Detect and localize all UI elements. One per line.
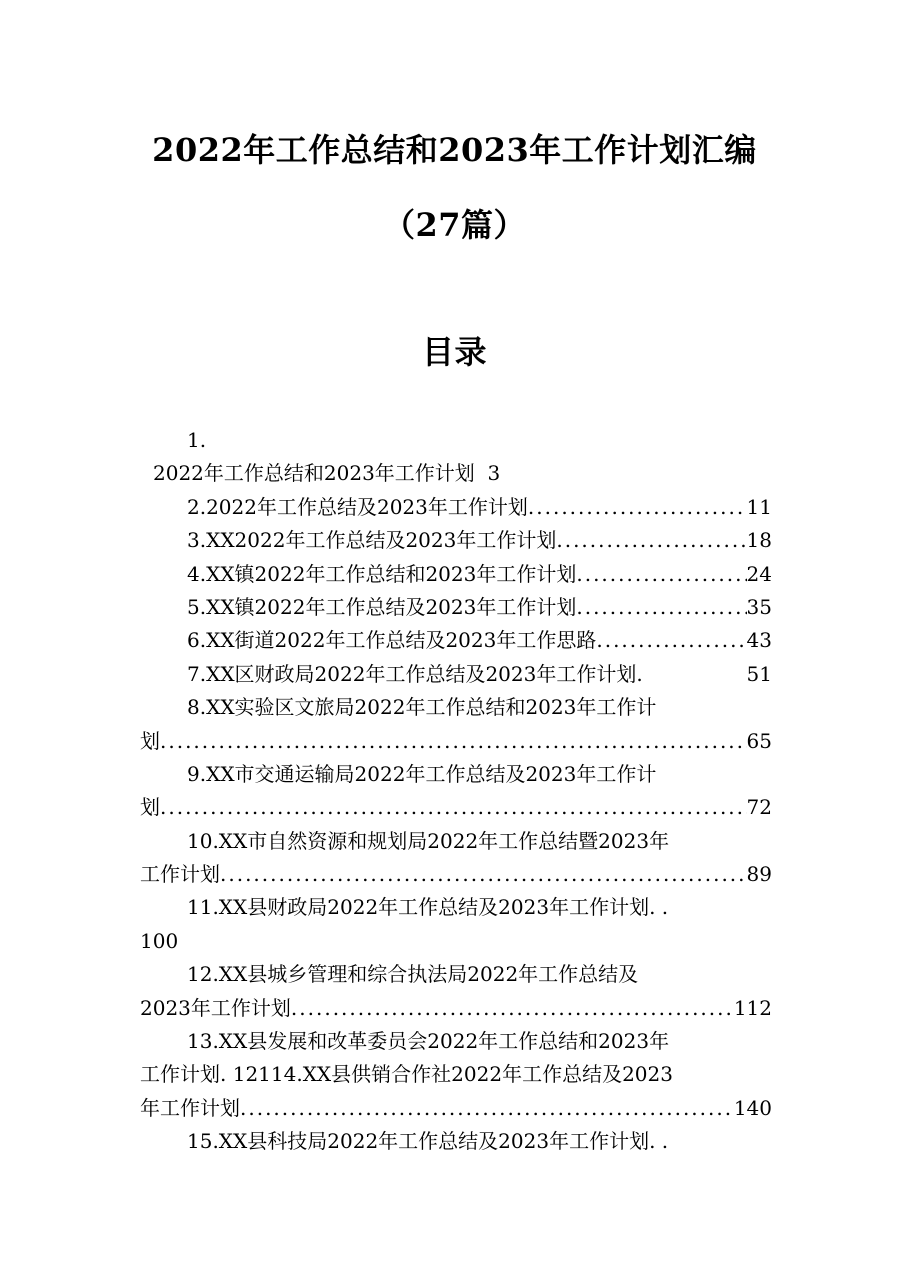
document-subtitle: （27篇）: [382, 206, 527, 244]
toc-entry-1-text: 2022年工作总结和2023年工作计划: [153, 461, 475, 486]
toc-leader-dots: [556, 524, 746, 557]
toc-entry-3-text: 3.XX2022年工作总结及2023年工作计划: [187, 528, 557, 553]
toc-entry-11-line1[interactable]: 11.XX县财政局2022年工作总结及2023年工作计划. .: [187, 895, 669, 920]
toc-entry-9-page: 72: [746, 795, 772, 820]
toc-entry-10-line1[interactable]: 10.XX市自然资源和规划局2022年工作总结暨2023年: [187, 828, 670, 853]
toc-entry-12-page: 112: [733, 995, 772, 1020]
toc-leader-dots: [160, 791, 747, 824]
toc-entry-4[interactable]: [140, 558, 772, 591]
toc-entry-13-line2[interactable]: 工作计划. 12114.XX县供销合作社2022年工作总结及2023: [140, 1062, 673, 1087]
toc-entry-7-text: 7.XX区财政局2022年工作总结及2023年工作计划.: [187, 661, 643, 686]
toc-entry-7-page: 51: [746, 661, 772, 686]
toc-entry-8-line1[interactable]: 8.XX实验区文旅局2022年工作总结和2023年工作计: [187, 695, 657, 720]
toc-entry-10-line2[interactable]: [140, 858, 772, 891]
toc-entry-10-text: 工作计划: [140, 862, 220, 887]
toc-entry-9-text: 划: [140, 795, 160, 820]
toc-entry-12-text: 2023年工作计划: [140, 995, 291, 1020]
toc-entry-8-line2[interactable]: [140, 725, 772, 758]
toc-entry-8-text: 划: [140, 728, 160, 753]
document-title: 2022年工作总结和2023年工作计划汇编: [152, 131, 757, 169]
toc-entry-4-page: 24: [746, 561, 772, 586]
toc-entry-1[interactable]: [140, 457, 772, 490]
toc-entry-5-text: 5.XX镇2022年工作总结及2023年工作计划: [187, 594, 577, 619]
toc-heading: 目录: [421, 333, 487, 371]
toc-entry-2[interactable]: [140, 491, 772, 524]
toc-leader-dots: [240, 1092, 734, 1125]
toc-entry-9-line2[interactable]: [140, 791, 772, 824]
toc-leader-dots: [596, 624, 746, 657]
table-of-contents: [140, 424, 772, 1159]
toc-entry-6-text: 6.XX街道2022年工作总结及2023年工作思路: [187, 628, 597, 653]
toc-entry-14-page: 140: [733, 1095, 772, 1120]
toc-entry-6-page: 43: [746, 628, 772, 653]
toc-entry-1-number: 1.: [187, 428, 207, 452]
toc-leader-dots: [576, 558, 746, 591]
toc-entry-1-page: 3: [487, 461, 501, 486]
toc-entry-12-line1[interactable]: 12.XX县城乡管理和综合执法局2022年工作总结及: [187, 962, 639, 987]
toc-entry-2-text: 2.2022年工作总结及2023年工作计划: [187, 494, 528, 519]
toc-leader-dots: [528, 491, 747, 524]
toc-entry-6[interactable]: [140, 624, 772, 657]
toc-leader-dots: [576, 591, 746, 624]
toc-entry-11-page: 100: [140, 928, 179, 953]
toc-entry-4-text: 4.XX镇2022年工作总结和2023年工作计划: [187, 561, 577, 586]
toc-entry-7[interactable]: [140, 658, 772, 691]
toc-entry-12-line2[interactable]: [140, 992, 772, 1025]
toc-leader-dots: [291, 992, 734, 1025]
toc-entry-5[interactable]: [140, 591, 772, 624]
toc-entry-8-page: 65: [746, 728, 772, 753]
toc-entry-14-text: 年工作计划: [140, 1095, 240, 1120]
toc-entry-2-page: 11: [746, 494, 772, 519]
toc-entry-3[interactable]: [140, 524, 772, 557]
toc-entry-9-line1[interactable]: 9.XX市交通运输局2022年工作总结及2023年工作计: [187, 761, 657, 786]
toc-entry-10-page: 89: [746, 862, 772, 887]
toc-entry-13-line1[interactable]: 13.XX县发展和改革委员会2022年工作总结和2023年: [187, 1029, 670, 1054]
toc-entry-15-line1[interactable]: 15.XX县科技局2022年工作总结及2023年工作计划. .: [187, 1129, 669, 1154]
toc-entry-14-line2[interactable]: [140, 1092, 772, 1125]
toc-entry-3-page: 18: [746, 528, 772, 553]
toc-leader-dots: [220, 858, 747, 891]
toc-entry-5-page: 35: [746, 594, 772, 619]
toc-leader-dots: [160, 725, 747, 758]
